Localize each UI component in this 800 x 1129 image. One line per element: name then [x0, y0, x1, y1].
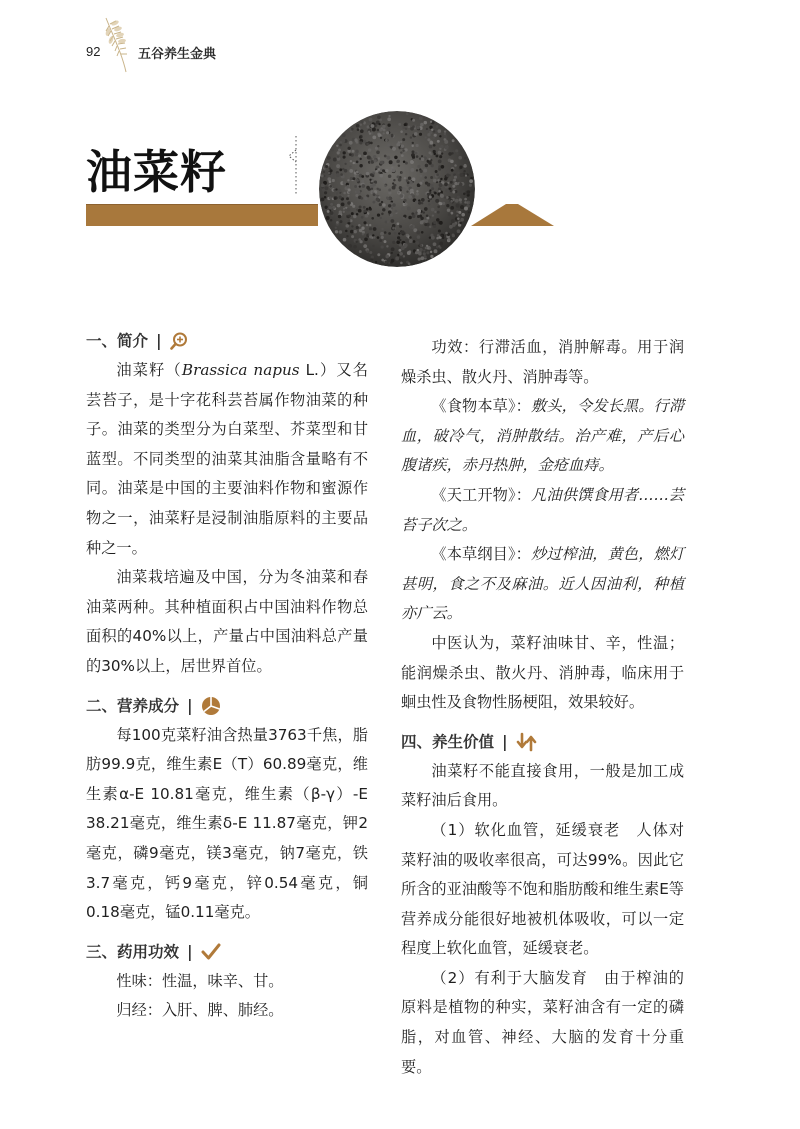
nutrition-heading-text: 二、营养成分	[86, 695, 180, 715]
meridian-row	[86, 996, 368, 1026]
quote-text: 敷头，令发长黑。行滞血，破冷气，消肿散结。治产难，产后心腹诸疾，赤丹热肿，金疮血痔。	[401, 397, 685, 475]
book-title: 五谷养生金典	[138, 47, 217, 62]
heading-divider: |	[187, 695, 193, 715]
right-column	[401, 333, 684, 1082]
quote-source: 《天工开物》：	[431, 485, 532, 504]
quote-tiangong-kaiwu	[401, 481, 684, 540]
meridian-label: 归经：	[116, 1001, 162, 1020]
health-paragraph-1: 油菜籽不能直接食用，一般是加工成菜籽油后食用。	[401, 761, 684, 810]
quote-text: 炒过榨油，黄色，燃灯甚明，食之不及麻油。近人因油利，种植亦广云。	[401, 545, 685, 623]
section-heading-medicinal	[86, 937, 368, 967]
heading-divider: |	[502, 731, 508, 751]
medicinal-heading-text: 三、药用功效	[86, 941, 180, 961]
section-heading-intro	[86, 326, 368, 356]
pie-chart-icon	[201, 696, 221, 716]
left-column	[86, 326, 368, 1026]
health-paragraph-2: （1）软化血管，延缓衰老 人体对菜籽油的吸收率很高，可达99%。因此它所含的亚油酸等不饱和脂肪酸和维生素E等营养成分能很好地被机体吸收，可以一定程度上软化血管，延缓衰老。	[401, 820, 684, 958]
title-band	[86, 204, 554, 226]
nutrition-paragraph: 每100克菜籽油含热量3763千焦，脂肪99.9克，维生素E（T）60.89毫克，维生素α-E 10.81毫克，维生素（β-γ）-E 38.21毫克，维生素δ-E 11.87毫克，钾2毫克，磷9毫克，镁3毫克，钠7毫克，铁3.7毫克，钙9毫克，锌0.54毫克，铜0.18毫克，锰0.11毫克。	[86, 725, 368, 922]
wheat-logo-icon	[100, 14, 136, 74]
quote-text: 凡油供馔食用者……芸苔子次之。	[401, 485, 684, 534]
effect-label: 功效：	[431, 338, 479, 356]
arrows-up-down-icon	[516, 732, 538, 752]
nature-row	[86, 967, 368, 997]
quote-source: 《本草纲目》：	[431, 545, 531, 564]
quote-source: 《食物本草》：	[431, 397, 531, 416]
effect-value: 行滞活血，消肿解毒。用于润燥杀虫、散火丹、消肿毒等。	[401, 338, 684, 386]
effect-row	[401, 333, 684, 392]
page-title: 油菜籽	[86, 145, 227, 199]
decorative-dotted-line	[287, 136, 299, 196]
page-number: 92	[86, 44, 101, 59]
nature-label: 性味：	[116, 971, 162, 990]
intro-paragraph-2: 油菜栽培遍及中国，分为冬油菜和春油菜两种。其种植面积占中国油料作物总面积的40%以上，产量占中国油料总产量的30%以上，居世界首位。	[86, 568, 368, 675]
heading-divider: |	[187, 941, 193, 961]
heading-divider: |	[156, 331, 162, 351]
health-paragraph-3: （2）有利于大脑发育 由于榨油的原料是植物的种实，菜籽油含有一定的磷脂，对血管、神经、大脑的发育十分重要。	[401, 968, 684, 1076]
intro-paragraph-1: 油菜籽（Brassica napus L.）又名芸苔子，是十字花科芸苔属作物油菜的种子。油菜的类型分为白菜型、芥菜型和甘蓝型。不同类型的油菜其油脂含量略有不同。油菜是中国的主要油料作物和蜜源作物之一，油菜籽是浸制油脂原料的主要品种之一。	[86, 361, 368, 557]
health-heading-text: 四、养生价值	[401, 731, 495, 751]
meridian-value: 入肝、脾、肺经。	[161, 1001, 284, 1020]
magnifier-plus-icon	[170, 332, 188, 350]
tcm-paragraph: 中医认为，菜籽油味甘、辛，性温；能润燥杀虫、散火丹、消肿毒，临床用于蛔虫性及食物性肠梗阻，效果较好。	[401, 633, 684, 712]
nature-value: 性温，味辛、甘。	[161, 971, 284, 990]
checkmark-icon	[201, 943, 221, 961]
section-heading-health	[401, 727, 684, 757]
section-heading-nutrition	[86, 691, 368, 721]
quote-bencao-gangmu	[401, 540, 684, 629]
quote-shiwu-bencao	[401, 392, 684, 481]
intro-heading-text: 一、简介	[86, 331, 149, 351]
rapeseed-photo	[319, 111, 475, 267]
